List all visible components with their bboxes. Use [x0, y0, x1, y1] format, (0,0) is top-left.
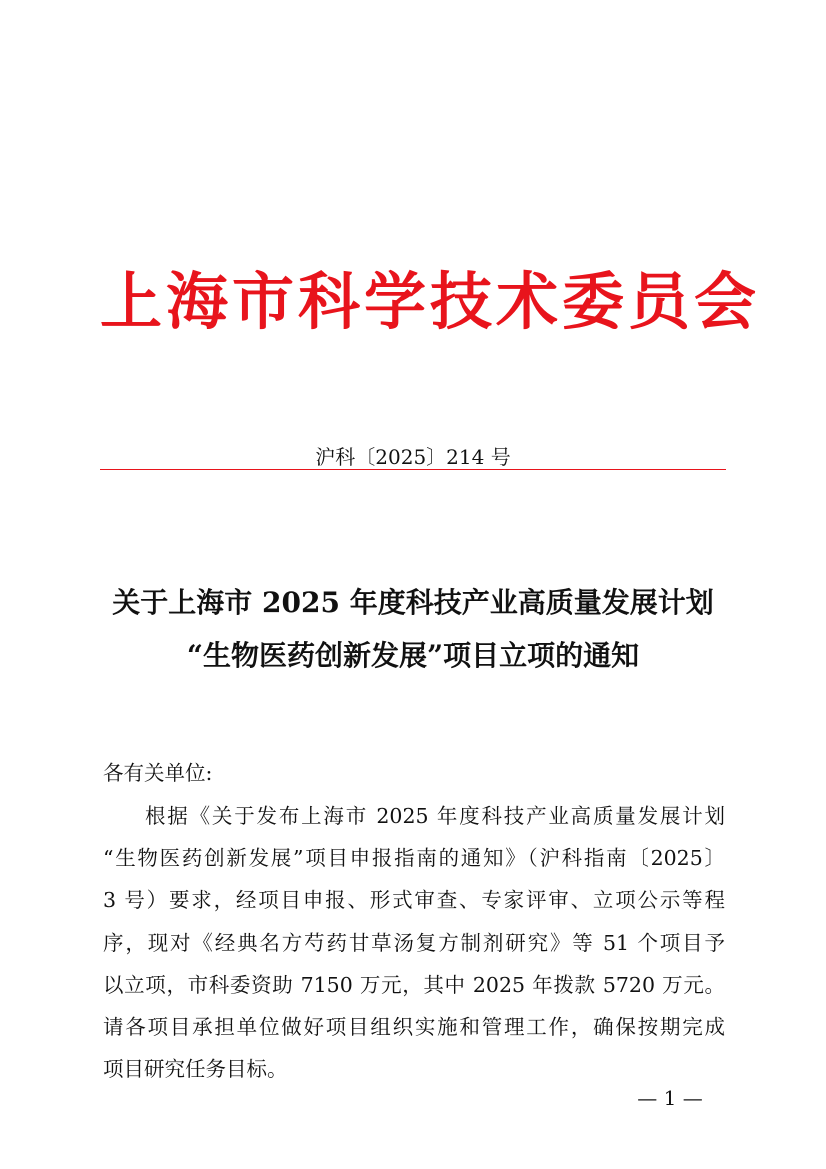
body-line: 根据《关于发布上海市 2025 年度科技产业高质量发展计划 — [145, 804, 725, 828]
body-line: 请各项目承担单位做好项目组织实施和管理工作，确保按期完成 — [103, 1015, 725, 1039]
red-divider-line — [100, 469, 726, 470]
page-number: — 1 — — [637, 1086, 703, 1110]
salutation: 各有关单位: — [103, 761, 213, 785]
document-number: 沪科〔2025〕214 号 — [315, 445, 511, 469]
issuing-organization-header: 上海市科学技术委员会 — [100, 265, 761, 338]
body-line: 3 号）要求，经项目申报、形式审查、专家评审、立项公示等程 — [103, 888, 725, 912]
body-line: 序，现对《经典名方芍药甘草汤复方制剂研究》等 51 个项目予 — [103, 931, 725, 955]
body-line: “生物医药创新发展”项目申报指南的通知》（沪科指南〔2025〕 — [103, 846, 725, 870]
document-title-line-2: “生物医药创新发展”项目立项的通知 — [186, 639, 640, 672]
body-line: 以立项，市科委资助 7150 万元，其中 2025 年拨款 5720 万元。 — [103, 973, 725, 997]
body-line: 项目研究任务目标。 — [103, 1057, 288, 1081]
document-title-line-1: 关于上海市 2025 年度科技产业高质量发展计划 — [112, 586, 714, 619]
